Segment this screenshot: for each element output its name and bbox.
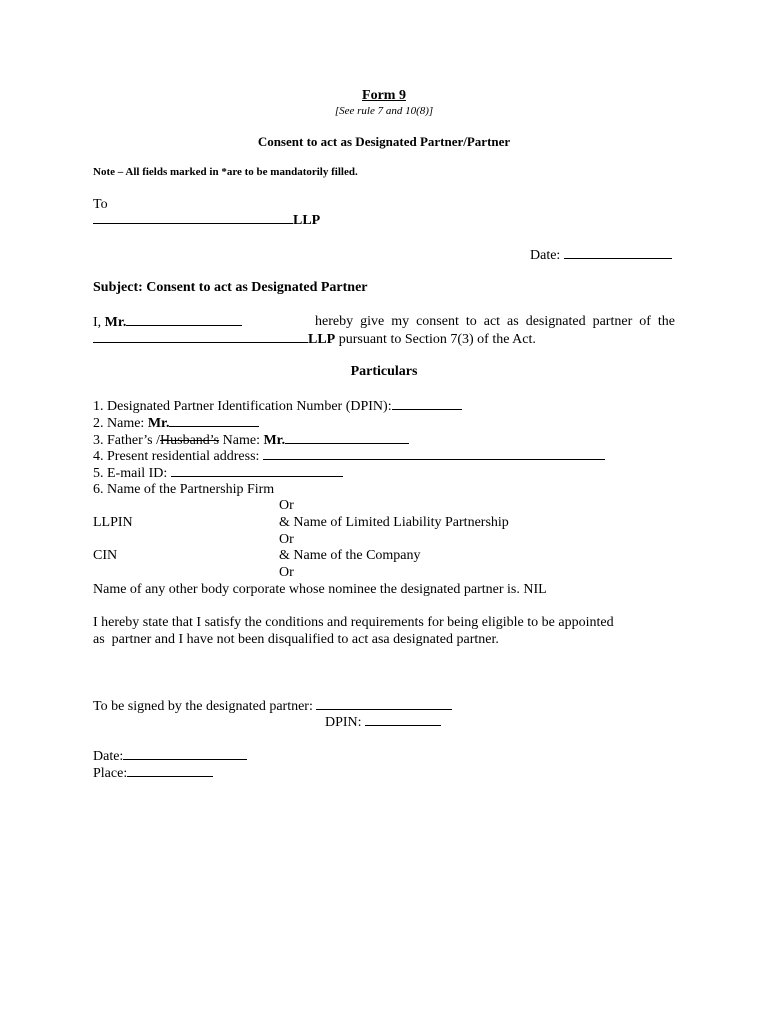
nominee-line: Name of any other body corporate whose nominee the designated partner is. NIL	[93, 582, 547, 597]
consent-mr: Mr.	[104, 315, 127, 330]
dpin-label: 1. Designated Partner Identification Number (DPIN):	[93, 399, 392, 414]
particular-email	[93, 464, 343, 482]
consent-llp-blank[interactable]	[93, 330, 308, 343]
form-title: Form 9	[362, 88, 406, 103]
cin-label: CIN	[93, 548, 118, 563]
consent-name-blank[interactable]	[126, 313, 242, 326]
name-mr: Mr.	[147, 416, 170, 431]
to-label: To	[93, 197, 108, 212]
consent-line-2	[93, 330, 536, 348]
father-label: 3. Father’s /	[93, 433, 161, 448]
bottom-date-blank[interactable]	[123, 747, 247, 760]
father-mr: Mr.	[263, 433, 286, 448]
consent-llp: LLP	[308, 332, 336, 347]
name-label: 2. Name:	[93, 416, 145, 431]
consent-line-1	[93, 313, 675, 331]
or-1: Or	[279, 498, 294, 513]
dpin-blank[interactable]	[392, 397, 462, 410]
consent-i: I,	[93, 315, 102, 330]
particular-firm-name: 6. Name of the Partnership Firm	[93, 482, 275, 497]
email-label: 5. E-mail ID:	[93, 466, 168, 481]
name-blank[interactable]	[169, 414, 259, 427]
mandatory-note: Note – All fields marked in *are to be mandatorily filled.	[93, 166, 358, 178]
date-label-top: Date:	[530, 248, 561, 263]
place-line	[93, 764, 213, 782]
place-label: Place:	[93, 766, 128, 781]
signature-blank[interactable]	[316, 697, 452, 710]
llp-name-blank[interactable]	[93, 211, 293, 224]
declaration-line-1: I hereby state that I satisfy the conditions and requirements for being eligible to be appointed	[93, 615, 614, 630]
form-heading: Consent to act as Designated Partner/Partner	[257, 134, 511, 149]
particulars-heading: Particulars	[350, 364, 418, 379]
father-name-label: Name:	[222, 433, 260, 448]
consent-text-1: hereby give my consent to act as designated partner of the	[315, 314, 675, 329]
rule-reference: [See rule 7 and 10(8)]	[334, 105, 434, 117]
address-blank[interactable]	[263, 447, 605, 460]
or-2: Or	[279, 532, 294, 547]
cin-name: & Name of the Company	[279, 548, 421, 563]
date-blank-top[interactable]	[564, 246, 672, 259]
email-blank[interactable]	[171, 464, 343, 477]
declaration-line-2: as partner and I have not been disqualified to act asa designated partner.	[93, 632, 499, 647]
address-label: 4. Present residential address:	[93, 449, 260, 464]
signature-dpin-blank[interactable]	[365, 713, 441, 726]
father-name-blank[interactable]	[285, 431, 409, 444]
particular-address	[93, 447, 605, 465]
date-line-top	[530, 246, 672, 264]
particular-name	[93, 414, 259, 432]
llpin-label: LLPIN	[93, 515, 133, 530]
consent-text-2: pursuant to Section 7(3) of the Act.	[338, 332, 536, 347]
husband-struck: Husband’s	[160, 433, 220, 448]
subject-line: Subject: Consent to act as Designated Partner	[93, 280, 368, 295]
llpin-name: & Name of Limited Liability Partnership	[279, 515, 509, 530]
or-3: Or	[279, 565, 294, 580]
bottom-date-line	[93, 747, 247, 765]
place-blank[interactable]	[127, 764, 213, 777]
llp-name-line	[93, 211, 320, 229]
signature-dpin-line	[325, 713, 441, 731]
particular-dpin	[93, 397, 462, 415]
llp-suffix: LLP	[293, 213, 321, 228]
signed-by-label: To be signed by the designated partner:	[93, 699, 313, 714]
bottom-date-label: Date:	[93, 749, 124, 764]
signature-dpin-label: DPIN:	[325, 715, 362, 730]
